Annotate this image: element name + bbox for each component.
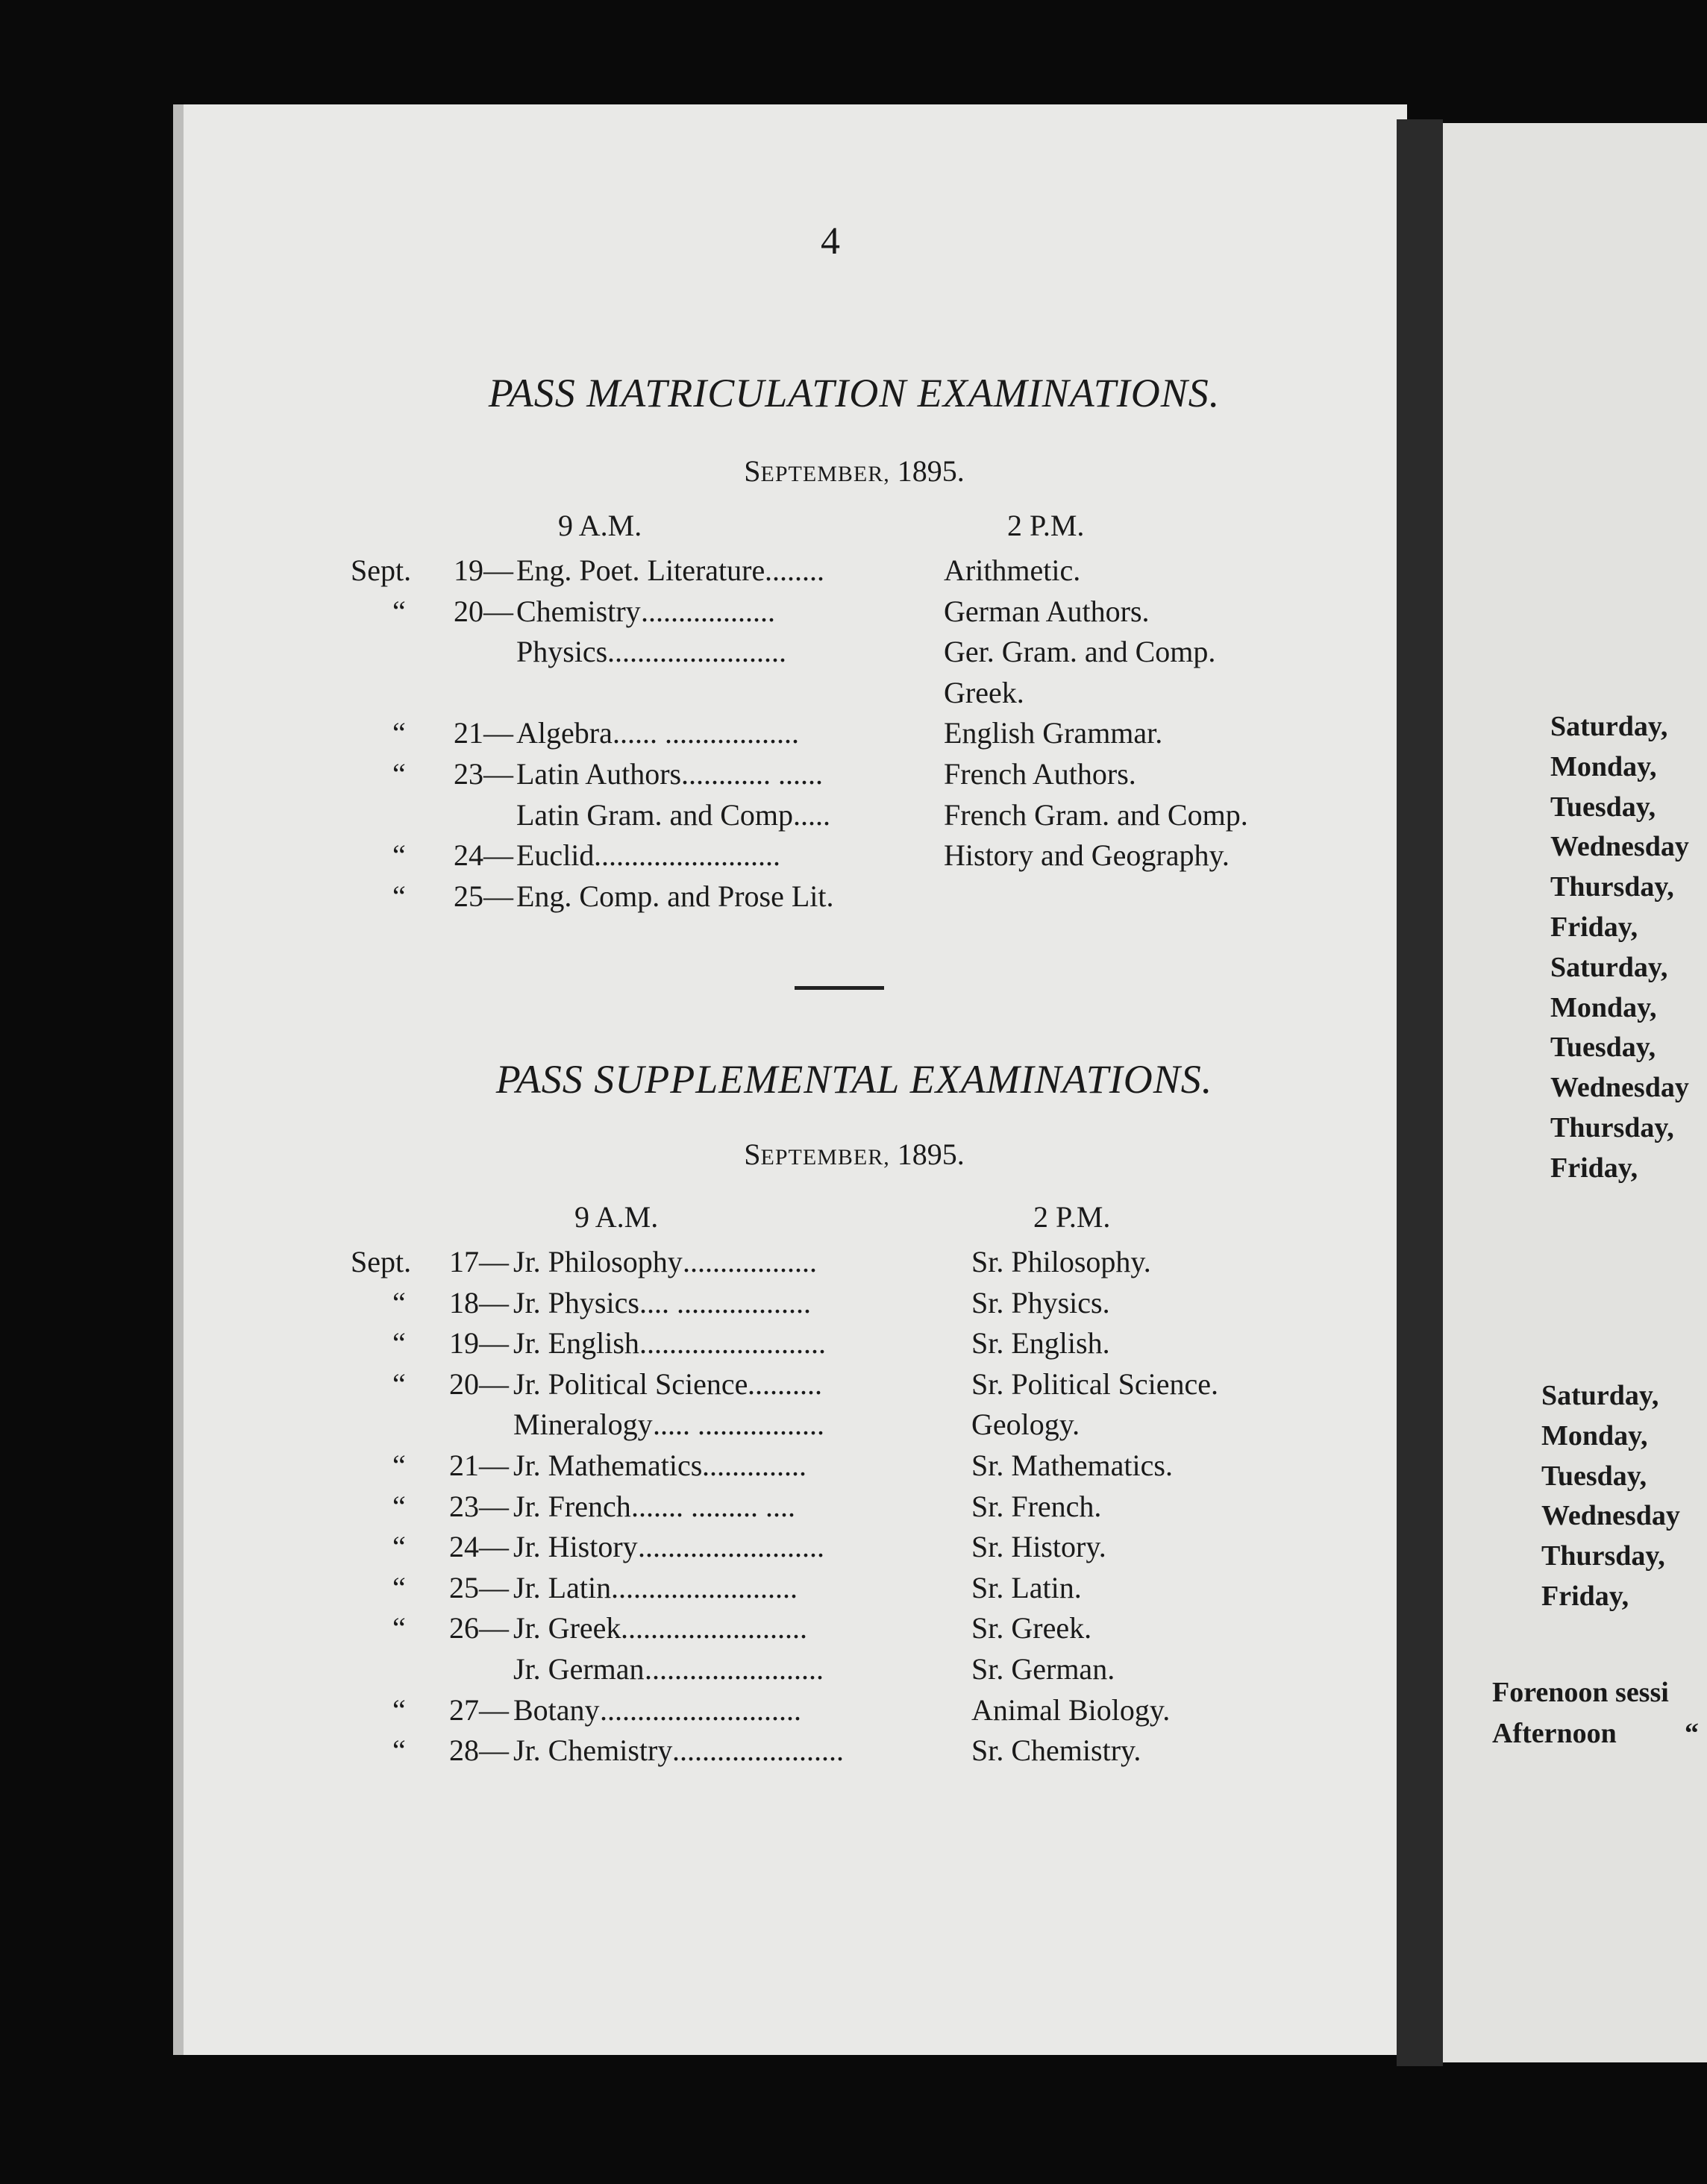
supplemental-pm-header: 2 P.M.: [1033, 1200, 1111, 1234]
am-exam: Euclid: [516, 838, 595, 873]
day-cell: 21—: [454, 716, 513, 750]
schedule-row: [351, 1283, 1410, 1323]
day-cell: 27—: [449, 1692, 509, 1727]
pm-exam: Sr. English.: [971, 1326, 1110, 1361]
schedule-row: [351, 876, 1410, 917]
month-cell: “: [392, 716, 406, 750]
date-lead: S: [744, 1138, 761, 1171]
schedule-row: [351, 1405, 1410, 1445]
month-cell: “: [392, 1449, 406, 1482]
dot-leader: ..............: [702, 1449, 806, 1482]
schedule-row: [351, 835, 1410, 876]
dot-leader: ...........................: [600, 1692, 801, 1727]
schedule-row: [351, 1323, 1410, 1364]
am-exam: Jr. Greek: [513, 1611, 621, 1645]
weekday-label: Saturday,: [1541, 1380, 1659, 1411]
schedule-row: [351, 1487, 1410, 1527]
pm-exam: Arithmetic.: [944, 553, 1081, 587]
pm-exam: Sr. Physics.: [971, 1285, 1110, 1320]
pm-exam: Ger. Gram. and Comp.: [944, 635, 1216, 669]
day-cell: 20—: [449, 1366, 509, 1401]
schedule-row: [351, 673, 1410, 713]
month-cell: “: [392, 1692, 406, 1727]
day-cell: 26—: [449, 1611, 509, 1645]
schedule-row: [351, 1364, 1410, 1405]
dot-leader: ..................: [683, 1245, 817, 1278]
weekday-label: Thursday,: [1550, 1112, 1674, 1143]
weekday-label: Wednesday: [1550, 831, 1689, 863]
month-cell: “: [392, 1570, 406, 1604]
matriculation-title: PASS MATRICULATION EXAMINATIONS.: [488, 371, 1221, 415]
dot-leader: ....... ......... ....: [631, 1489, 795, 1523]
am-exam: Jr. Philosophy: [513, 1245, 683, 1278]
weekday-label: Thursday,: [1550, 871, 1674, 903]
am-exam: Latin Gram. and Comp: [516, 797, 794, 832]
pm-exam: Sr. Political Science.: [971, 1366, 1219, 1401]
month-cell: “: [392, 1611, 406, 1645]
month-cell: “: [392, 879, 406, 913]
matriculation-am-header: 9 A.M.: [558, 509, 642, 542]
dot-leader: ..........: [748, 1366, 822, 1401]
am-exam: Jr. Mathematics: [513, 1449, 703, 1482]
supplemental-am-header: 9 A.M.: [574, 1200, 659, 1234]
month-cell: “: [392, 594, 406, 628]
date-year: 1895.: [897, 454, 965, 488]
day-cell: 23—: [449, 1489, 509, 1523]
schedule-row: [351, 754, 1410, 794]
month-cell: “: [392, 1326, 406, 1361]
month-cell: “: [392, 1285, 406, 1320]
weekday-label: Monday,: [1550, 991, 1657, 1023]
section-divider: [795, 986, 884, 990]
weekday-label: Tuesday,: [1550, 791, 1656, 823]
weekday-label: Friday,: [1541, 1581, 1629, 1612]
month-cell: “: [392, 757, 406, 791]
day-cell: 25—: [449, 1570, 509, 1604]
day-cell: 19—: [454, 553, 513, 587]
month-cell: “: [392, 1489, 406, 1523]
am-exam: Physics: [516, 635, 608, 669]
weekday-label: Monday,: [1550, 750, 1657, 782]
pm-exam: Sr. German.: [971, 1652, 1115, 1686]
weekday-label: Monday,: [1541, 1419, 1648, 1452]
supplemental-date: [313, 1140, 1395, 1170]
am-exam: Eng. Poet. Literature: [516, 553, 765, 587]
pm-exam: French Gram. and Comp.: [944, 797, 1248, 832]
matriculation-date: [313, 456, 1395, 486]
am-exam: Jr. English: [513, 1326, 639, 1361]
dot-leader: .........................: [611, 1570, 798, 1604]
pm-exam: Sr. Mathematics.: [971, 1449, 1173, 1482]
am-exam: Jr. Physics: [513, 1285, 639, 1320]
pm-exam: Animal Biology.: [971, 1692, 1171, 1727]
month-cell: “: [392, 1530, 406, 1564]
month-cell: Sept.: [351, 553, 412, 587]
day-cell: 24—: [454, 838, 513, 873]
am-exam: Jr. Political Science: [513, 1366, 748, 1401]
pm-exam: Sr. History.: [971, 1530, 1106, 1564]
weekday-label: Tuesday,: [1550, 1032, 1656, 1064]
month-cell: “: [392, 1366, 406, 1401]
day-cell: 21—: [449, 1449, 509, 1482]
schedule-row: [351, 713, 1410, 753]
dot-leader: ........................: [607, 635, 786, 669]
dot-leader: .....: [793, 797, 830, 832]
dot-leader: .........................: [621, 1611, 807, 1645]
am-exam: Jr. Chemistry: [513, 1733, 673, 1768]
am-exam: Latin Authors: [516, 757, 682, 791]
schedule-row: [351, 550, 1410, 591]
dot-leader: ...... ..................: [613, 716, 799, 750]
schedule-row: [351, 795, 1410, 835]
schedule-row: [351, 1527, 1410, 1567]
day-cell: 24—: [449, 1530, 509, 1564]
dot-leader: ..................: [641, 594, 775, 628]
pm-exam: French Authors.: [944, 757, 1136, 791]
weekday-label: Thursday,: [1541, 1540, 1665, 1572]
dot-leader: ..... .................: [653, 1408, 824, 1442]
schedule-row: [351, 632, 1410, 672]
schedule-row: [351, 1568, 1410, 1608]
am-exam: Jr. French: [513, 1489, 631, 1523]
matriculation-pm-header: 2 P.M.: [1007, 509, 1085, 542]
day-cell: 23—: [454, 757, 513, 791]
dot-leader: ........................: [645, 1652, 824, 1686]
weekday-label: Wednesday: [1550, 1072, 1689, 1104]
dot-leader: .......................: [672, 1733, 844, 1768]
date-rest: EPTEMBER,: [760, 462, 890, 486]
schedule-row: [351, 592, 1410, 632]
schedule-row: [351, 1446, 1410, 1486]
day-cell: 18—: [449, 1285, 509, 1320]
dot-leader: ............ ......: [681, 757, 823, 791]
weekday-label: Wednesday: [1541, 1500, 1680, 1532]
pm-exam: Greek.: [944, 675, 1024, 709]
pm-exam: English Grammar.: [944, 716, 1163, 750]
day-cell: 20—: [454, 594, 513, 628]
month-cell: Sept.: [351, 1245, 412, 1278]
date-lead: S: [744, 454, 761, 488]
dot-leader: ........: [765, 553, 824, 587]
month-cell: “: [392, 1733, 406, 1768]
dot-leader: .........................: [639, 1326, 826, 1361]
afternoon-ditto: “: [1685, 1718, 1699, 1749]
weekday-label: Saturday,: [1550, 711, 1668, 742]
am-exam: Algebra: [516, 716, 613, 750]
schedule-row: [351, 1730, 1410, 1771]
weekday-label: Friday,: [1550, 1152, 1638, 1184]
pm-exam: Sr. French.: [971, 1489, 1102, 1523]
am-exam: Jr. Latin: [513, 1570, 612, 1604]
pm-exam: History and Geography.: [944, 838, 1230, 873]
schedule-row: [351, 1649, 1410, 1689]
book-spine: [1397, 119, 1443, 2066]
day-cell: 19—: [449, 1326, 509, 1361]
am-exam: Jr. History: [513, 1530, 638, 1564]
pm-exam: Sr. Chemistry.: [971, 1733, 1141, 1768]
dot-leader: .... ..................: [639, 1285, 811, 1320]
day-cell: 25—: [454, 879, 513, 913]
pm-exam: Sr. Philosophy.: [971, 1245, 1151, 1278]
pm-exam: German Authors.: [944, 594, 1150, 628]
pm-exam: Sr. Greek.: [971, 1611, 1092, 1645]
month-cell: “: [392, 838, 406, 873]
am-exam: Chemistry: [516, 594, 641, 628]
schedule-row: [351, 1608, 1410, 1648]
pm-exam: Sr. Latin.: [971, 1570, 1082, 1604]
day-cell: 28—: [449, 1733, 509, 1768]
afternoon-label: Afternoon: [1492, 1718, 1617, 1749]
am-exam: Jr. German: [513, 1652, 645, 1686]
schedule-row: [351, 1690, 1410, 1730]
day-cell: 17—: [449, 1245, 509, 1278]
am-exam: Mineralogy: [513, 1408, 653, 1442]
dot-leader: .........................: [638, 1530, 824, 1564]
weekday-label: Saturday,: [1550, 951, 1668, 983]
weekday-label: Tuesday,: [1541, 1460, 1647, 1492]
pm-exam: Geology.: [971, 1408, 1080, 1442]
page-number: 4: [821, 220, 840, 263]
am-exam: Botany: [513, 1692, 600, 1727]
supplemental-title: PASS SUPPLEMENTAL EXAMINATIONS.: [495, 1057, 1213, 1102]
dot-leader: .........................: [594, 838, 780, 873]
schedule-row: [351, 1242, 1410, 1282]
am-exam: Eng. Comp. and Prose Lit.: [516, 879, 834, 913]
date-year: 1895.: [897, 1138, 965, 1171]
weekday-label: Friday,: [1550, 911, 1638, 943]
date-rest: EPTEMBER,: [760, 1145, 890, 1170]
forenoon-label: Forenoon sessi: [1492, 1677, 1669, 1708]
